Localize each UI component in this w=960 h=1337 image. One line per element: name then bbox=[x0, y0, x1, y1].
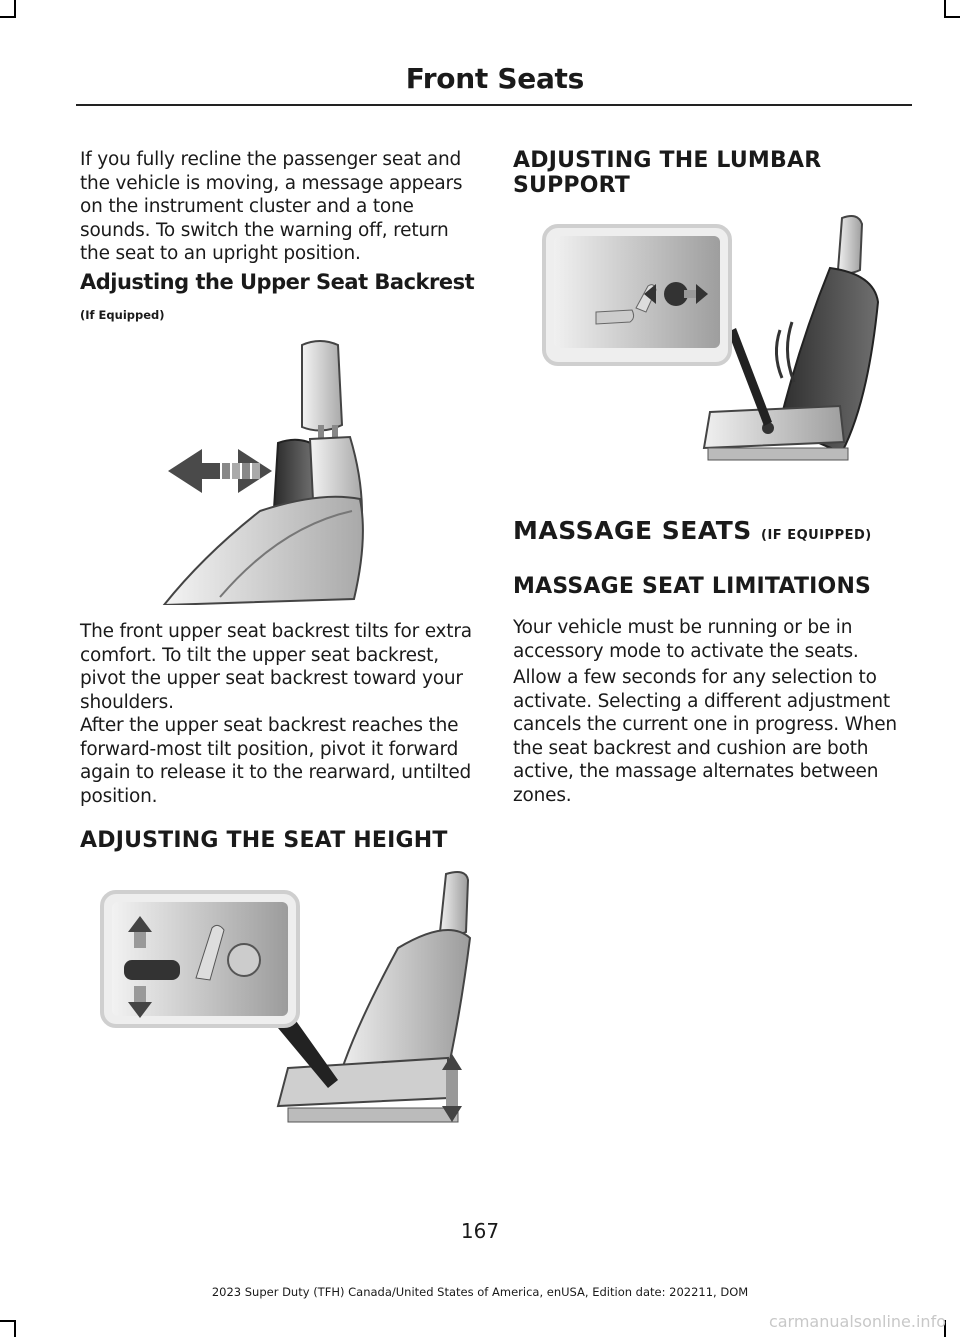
lumbar-illustration bbox=[540, 212, 890, 482]
seat-height-illustration bbox=[98, 868, 480, 1138]
watermark: carmanualsonline.info bbox=[768, 1312, 946, 1331]
crop-mark bbox=[0, 16, 16, 18]
page-title: Front Seats bbox=[405, 62, 584, 95]
lumbar-heading bbox=[513, 148, 911, 198]
upper-backrest-heading: Adjusting the Upper Seat Backrest bbox=[80, 270, 475, 294]
crop-mark bbox=[14, 1320, 16, 1337]
upper-backrest-paragraph-2: After the upper seat backrest reaches the forward-most tilt position, pivot it forward again to release it to the rearward, untilted position. bbox=[80, 715, 472, 807]
crop-mark bbox=[0, 1320, 16, 1322]
massage-heading bbox=[513, 516, 872, 545]
lumbar-heading-line2: SUPPORT bbox=[513, 173, 631, 198]
limitations-heading: MASSAGE SEAT LIMITATIONS bbox=[513, 574, 872, 599]
upper-backrest-note: (If Equipped) bbox=[80, 308, 165, 322]
page-number: 167 bbox=[460, 1219, 500, 1243]
upper-backrest-paragraph-1: The front upper seat backrest tilts for extra comfort. To tilt the upper seat backrest, pivot the upper seat backrest toward your shoulders. bbox=[80, 621, 472, 713]
massage-heading-note: (IF EQUIPPED) bbox=[761, 528, 872, 543]
edition-line: 2023 Super Duty (TFH) Canada/United States of America, enUSA, Edition date: 202211, DOM bbox=[211, 1285, 749, 1299]
upper-backrest-illustration bbox=[160, 335, 480, 605]
limitations-paragraph-2: Allow a few seconds for any selection to activate. Selecting a different adjustment cancels the current one in progress. When the seat backrest and cushion are both active, the massage alternates between zones. bbox=[513, 667, 897, 806]
lumbar-heading-line1: ADJUSTING THE LUMBAR bbox=[513, 148, 822, 173]
header-divider bbox=[76, 104, 912, 106]
crop-mark bbox=[944, 16, 960, 18]
seat-height-heading: ADJUSTING THE SEAT HEIGHT bbox=[80, 828, 448, 853]
left-column bbox=[80, 148, 478, 266]
intro-paragraph: If you fully recline the passenger seat and the vehicle is moving, a message appears on the instrument cluster and a tone sounds. To switch the warning off, return the seat to an upright position. bbox=[80, 149, 463, 264]
limitations-paragraph-1: Your vehicle must be running or be in accessory mode to activate the seats. bbox=[513, 617, 859, 662]
massage-heading-text: MASSAGE SEATS bbox=[513, 516, 752, 545]
